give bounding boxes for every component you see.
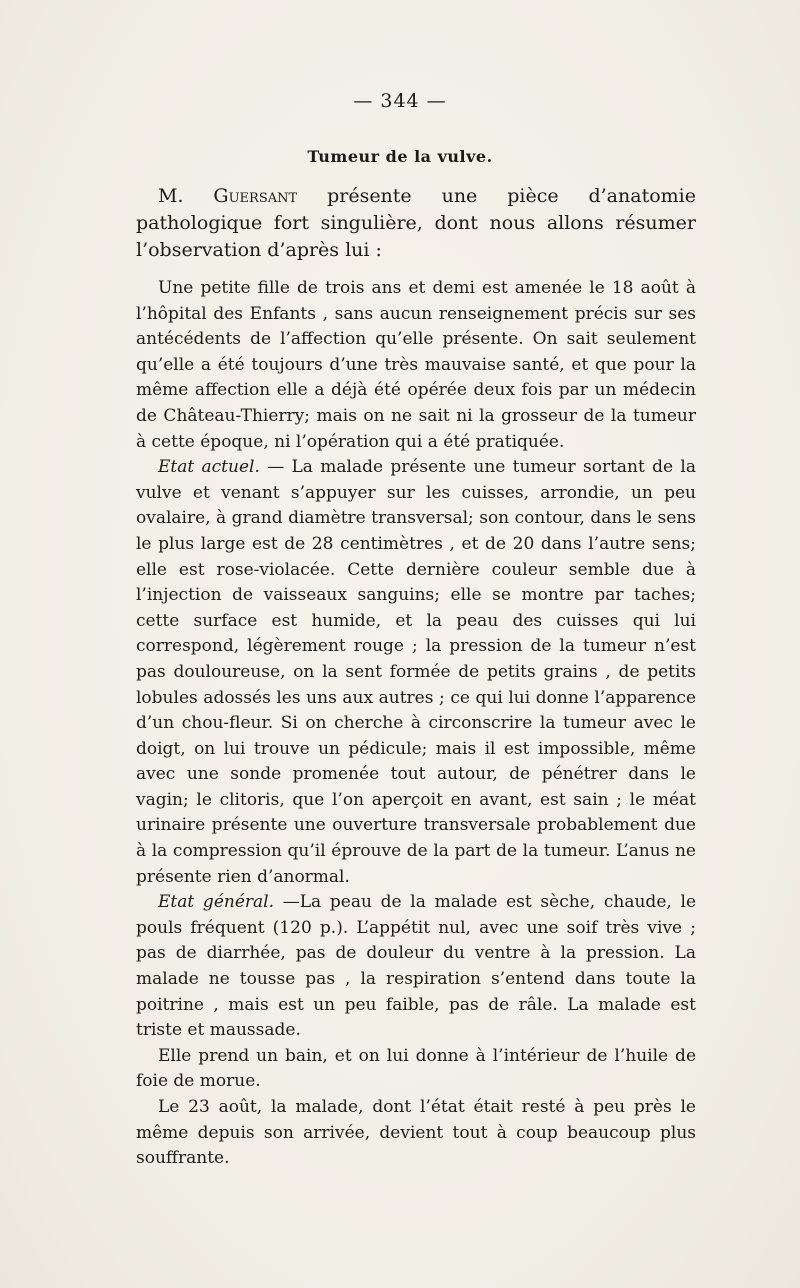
paragraph-3 (136, 890, 696, 1044)
intro-prefix: M. (158, 185, 214, 207)
intro-paragraph (136, 183, 696, 264)
paragraph-3-text: —La peau de la malade est sèche, chaude, le pouls fréquent (120 p.). L’appétit nul, avec une soif très vive ; pas de diarrhée, pas de douleur du ventre à la pression. La malade ne tousse pas , la respiration s’entend dans toute la poitrine , mais est un peu faible, pas de râle. La malade est triste et maussade. (136, 892, 697, 1041)
body-text (136, 183, 696, 1172)
section-title: Tumeur de la vulve. (307, 147, 493, 166)
paragraph-4: Elle prend un bain, et on lui donne à l’intérieur de l’huile de foie de morue. (136, 1045, 696, 1092)
paragraph-1: Une petite fille de trois ans et demi est amenée le 18 août à l’hôpital des Enfants , sans aucun renseignement précis sur ses antécédents de l’affection qu’elle présente. On sait seulement qu’elle a été toujours d’une très mauvaise santé, et que pour la même affection elle a déjà été opérée deux fois par un médecin de Château-Thierry; mais on ne sait ni la grosseur de la tumeur à cette époque, ni l’opération qui a été pratiquée. (136, 278, 696, 452)
author-name: Guersant (213, 185, 298, 207)
paragraph-2 (136, 455, 696, 890)
paragraph-2-text: — La malade présente une tumeur sortant de la vulve et venant s’appuyer sur les cuisses, arrondie, un peu ovalaire, à grand diamètre transversal; son contour, dans le sens le plus large est de 28 centimètres , et de 20 dans l’autre sens; elle est rose-violacée. Cette dernière couleur semble due à l’injection de vaisseaux sanguins; elle se montre par taches; cette surface est humide, et la peau des cuisses qui lui correspond, légèrement rouge ; la pression de la tumeur n’est pas douloureuse, on la sent formée de petits grains , de petits lobules adossés les uns aux autres ; ce qui lui donne l’apparence d’un chou-fleur. Si on cherche à circonscrire la tumeur avec le doigt, on lui trouve un pédicule; mais il est impossible, même avec une sonde promenée tout autour, de pénétrer dans le vagin; le clitoris, que l’on aperçoit en avant, est sain ; le méat urinaire présente une ouverture transversale probablement due à la compression qu’il éprouve de la part de la tumeur. L’anus ne présente rien d’anormal. (136, 457, 696, 887)
intro-text: présente une pièce d’anatomie pathologique fort singulière, dont nous allons résumer l’observation d’après lui : (136, 185, 696, 261)
paragraph-3-lead: Etat général. (158, 892, 274, 913)
paragraph-5: Le 23 août, la malade, dont l’état était resté à peu près le même depuis son arrivée, devient tout à coup beaucoup plus souffrante. (136, 1097, 696, 1169)
paragraph-2-lead: Etat actuel. (158, 457, 260, 478)
page-number: — 344 — (353, 90, 447, 112)
